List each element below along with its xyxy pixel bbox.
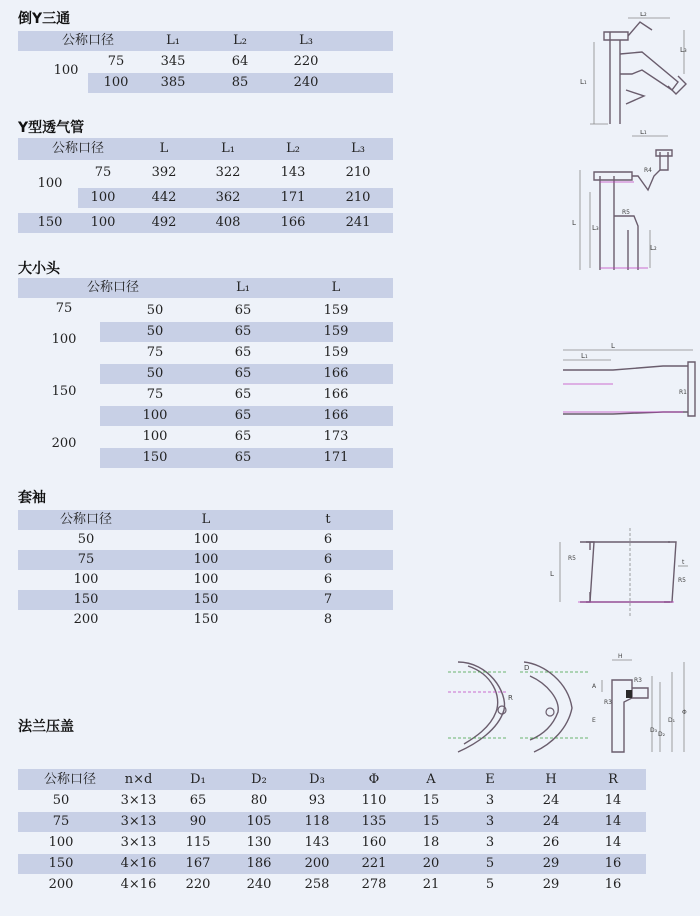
table-cell: 29 [542, 877, 560, 892]
table-cell: 166 [323, 408, 349, 423]
table-cell: 100 [193, 532, 219, 547]
dim-label: L [611, 342, 615, 350]
sleeve-section-title: 套袖 [18, 490, 46, 506]
flange-table [18, 769, 646, 895]
table-row [18, 812, 646, 832]
table-cell: 6 [323, 552, 333, 567]
table-cell: 16 [604, 877, 622, 892]
table-header-row [18, 278, 393, 298]
dim-label: R1 [679, 389, 687, 396]
table-row [18, 550, 393, 570]
table-row [78, 188, 393, 208]
header-cell: L [159, 141, 169, 156]
table-cell: 85 [231, 75, 249, 90]
table-row [100, 406, 393, 426]
table-cell: 150 [48, 856, 74, 871]
table-row [100, 385, 393, 405]
table-cell: 200 [304, 856, 330, 871]
header-cell: L₂ [286, 141, 300, 156]
table-cell: 442 [151, 190, 177, 205]
table-cell: 143 [280, 165, 306, 180]
table-cell: 385 [160, 75, 186, 90]
dim-label: R3 [604, 699, 612, 706]
table-cell: 75 [77, 552, 95, 567]
group-cell: 200 [51, 436, 77, 451]
header-cell: L₂ [233, 33, 247, 48]
table-cell: 167 [185, 856, 211, 871]
flange-section-title: 法兰压盖 [18, 719, 74, 735]
table-cell: 130 [246, 835, 272, 850]
vent-section-title: Y型透气管 [18, 120, 85, 136]
dim-label: R5 [568, 555, 576, 562]
group-cell: 75 [55, 301, 73, 316]
table-cell: 166 [323, 366, 349, 381]
table-cell: 408 [215, 215, 241, 230]
table-row [88, 52, 393, 72]
table-cell: 392 [151, 165, 177, 180]
group-cell: 100 [51, 332, 77, 347]
table-cell: 3×13 [120, 793, 157, 808]
table-cell: 200 [48, 877, 74, 892]
table-cell: 75 [52, 814, 70, 829]
table-cell: 65 [234, 303, 252, 318]
dim-label: L [572, 219, 576, 227]
table-row [100, 364, 393, 384]
table-cell: 150 [193, 592, 219, 607]
table-row [78, 163, 393, 183]
header-cell: A [426, 772, 436, 787]
table-cell: 80 [250, 793, 268, 808]
dim-label: t [682, 559, 685, 566]
tee-section-title: 倒Y三通 [18, 11, 71, 27]
table-cell: 64 [231, 54, 249, 69]
table-row [100, 301, 393, 321]
header-cell: R [608, 772, 618, 787]
table-cell: 166 [323, 387, 349, 402]
table-cell: 3 [485, 793, 495, 808]
dim-label: R5 [678, 577, 686, 584]
table-cell: 186 [246, 856, 272, 871]
table-row [100, 427, 393, 447]
header-cell: L₁ [166, 33, 180, 48]
table-cell: 100 [90, 190, 116, 205]
table-cell: 29 [542, 856, 560, 871]
table-cell: 65 [234, 345, 252, 360]
table-cell: 100 [142, 429, 168, 444]
header-cell: E [485, 772, 495, 787]
dim-label: D [524, 664, 530, 672]
table-cell: 65 [234, 366, 252, 381]
table-cell: 8 [323, 612, 333, 627]
table-cell: 75 [94, 165, 112, 180]
table-cell: 16 [604, 856, 622, 871]
table-cell: 241 [345, 215, 371, 230]
dim-label: R4 [644, 167, 652, 174]
table-row [18, 854, 646, 874]
table-cell: 14 [604, 793, 622, 808]
tee-drawing [580, 12, 695, 130]
dim-label: L₁ [581, 352, 588, 360]
dim-label: L₃ [592, 224, 599, 232]
table-row [100, 343, 393, 363]
header-cell: t [325, 512, 331, 527]
sleeve-drawing [550, 520, 700, 620]
table-cell: 166 [280, 215, 306, 230]
table-cell: 150 [142, 450, 168, 465]
header-cell: 公称口径 [86, 280, 139, 295]
table-cell: 100 [193, 552, 219, 567]
dim-label: L₃ [680, 46, 687, 54]
table-cell: 3×13 [120, 835, 157, 850]
table-cell: 24 [542, 814, 560, 829]
table-cell: 93 [308, 793, 326, 808]
table-row [18, 610, 393, 630]
table-cell: 65 [234, 450, 252, 465]
dim-label: L₂ [650, 244, 657, 252]
table-header-row [18, 769, 646, 790]
table-cell: 100 [142, 408, 168, 423]
table-cell: 171 [323, 450, 349, 465]
header-cell: Φ [368, 772, 380, 787]
header-cell: L₁ [236, 280, 250, 295]
dim-label: H [618, 653, 623, 660]
header-cell: L [331, 280, 341, 295]
table-cell: 150 [193, 612, 219, 627]
table-cell: 210 [345, 190, 371, 205]
table-cell: 220 [293, 54, 319, 69]
table-cell: 240 [293, 75, 319, 90]
table-row [18, 791, 646, 811]
header-cell: L₁ [221, 141, 235, 156]
table-cell: 240 [246, 877, 272, 892]
table-cell: 171 [280, 190, 306, 205]
table-cell: 90 [189, 814, 207, 829]
table-row [18, 213, 393, 233]
table-cell: 75 [146, 387, 164, 402]
dim-label: L [550, 570, 554, 578]
dim-label: Φ [682, 709, 687, 716]
table-cell: 6 [323, 572, 333, 587]
table-cell: 50 [52, 793, 70, 808]
table-row [100, 322, 393, 342]
dim-label: D₃ [650, 727, 658, 734]
table-cell: 100 [103, 75, 129, 90]
vent-table [18, 138, 393, 234]
table-cell: 492 [151, 215, 177, 230]
reducer-section-title: 大小头 [18, 261, 60, 277]
header-cell: D₂ [251, 772, 267, 787]
sleeve-table [18, 510, 393, 625]
table-cell: 26 [542, 835, 560, 850]
table-row [18, 530, 393, 550]
table-row [18, 833, 646, 853]
table-cell: 115 [185, 835, 211, 850]
header-cell: L [201, 512, 211, 527]
vent-drawing [572, 130, 700, 275]
header-cell: 公称口径 [51, 141, 104, 156]
dim-label: R5 [622, 209, 630, 216]
table-cell: 210 [345, 165, 371, 180]
table-row [100, 448, 393, 468]
dim-label: L₁ [640, 130, 647, 136]
table-cell: 100 [73, 572, 99, 587]
dim-label: R3 [634, 677, 642, 684]
table-cell: 345 [160, 54, 186, 69]
dim-label: L₁ [580, 78, 587, 86]
group-cell: 150 [37, 215, 63, 230]
header-cell: D₃ [309, 772, 325, 787]
table-cell: 3 [485, 835, 495, 850]
table-cell: 110 [361, 793, 387, 808]
table-cell: 159 [323, 324, 349, 339]
header-cell: H [545, 772, 557, 787]
dim-label: D₁ [668, 717, 676, 724]
group-cell: 100 [53, 63, 79, 78]
table-cell: 100 [193, 572, 219, 587]
table-cell: 75 [107, 54, 125, 69]
table-cell: 3×13 [120, 814, 157, 829]
header-cell: L₃ [351, 141, 365, 156]
group-cell: 150 [51, 384, 77, 399]
table-cell: 278 [361, 877, 387, 892]
table-cell: 65 [234, 429, 252, 444]
table-cell: 20 [422, 856, 440, 871]
flange-section-drawing [588, 652, 696, 760]
table-cell: 159 [323, 303, 349, 318]
table-cell: 322 [215, 165, 241, 180]
table-header-row [18, 138, 393, 160]
dim-label: R [508, 694, 513, 702]
dim-label: D₂ [658, 731, 666, 738]
header-cell: D₁ [190, 772, 206, 787]
table-row [18, 570, 393, 590]
table-cell: 50 [146, 303, 164, 318]
table-cell: 6 [323, 532, 333, 547]
table-cell: 15 [422, 814, 440, 829]
table-cell: 18 [422, 835, 440, 850]
table-cell: 21 [422, 877, 440, 892]
header-cell: 公称口径 [61, 33, 114, 48]
table-cell: 14 [604, 835, 622, 850]
table-cell: 362 [215, 190, 241, 205]
table-cell: 4×16 [120, 877, 157, 892]
table-row [88, 73, 393, 93]
table-cell: 150 [73, 592, 99, 607]
flange-front-drawing [448, 652, 588, 760]
table-header-row [18, 510, 393, 530]
table-cell: 15 [422, 793, 440, 808]
table-cell: 4×16 [120, 856, 157, 871]
tee-table [18, 31, 393, 93]
header-cell: 公称口径 [43, 772, 96, 787]
table-header-row [18, 31, 393, 51]
table-cell: 220 [185, 877, 211, 892]
table-cell: 50 [146, 366, 164, 381]
table-cell: 221 [361, 856, 387, 871]
table-row [18, 590, 393, 610]
header-cell: n×d [124, 772, 153, 787]
table-cell: 100 [48, 835, 74, 850]
table-cell: 65 [234, 324, 252, 339]
table-cell: 173 [323, 429, 349, 444]
table-cell: 5 [485, 856, 495, 871]
dim-label: A [592, 683, 597, 690]
table-cell: 258 [304, 877, 330, 892]
table-cell: 7 [323, 592, 333, 607]
table-cell: 159 [323, 345, 349, 360]
header-cell: L₃ [299, 33, 313, 48]
table-row [18, 875, 646, 895]
table-cell: 135 [361, 814, 387, 829]
table-cell: 65 [189, 793, 207, 808]
table-cell: 118 [304, 814, 330, 829]
table-cell: 24 [542, 793, 560, 808]
reducer-table [18, 278, 393, 468]
table-cell: 105 [246, 814, 272, 829]
reducer-drawing [553, 340, 700, 420]
table-cell: 200 [73, 612, 99, 627]
table-cell: 143 [304, 835, 330, 850]
table-cell: 75 [146, 345, 164, 360]
table-cell: 65 [234, 408, 252, 423]
table-cell: 50 [146, 324, 164, 339]
table-cell: 50 [77, 532, 95, 547]
table-cell: 5 [485, 877, 495, 892]
table-cell: 14 [604, 814, 622, 829]
header-cell: 公称口径 [59, 512, 112, 527]
table-cell: 65 [234, 387, 252, 402]
dim-label: E [592, 717, 596, 724]
table-cell: 3 [485, 814, 495, 829]
group-cell: 100 [37, 176, 63, 191]
dim-label: L₂ [640, 12, 647, 18]
table-cell: 100 [90, 215, 116, 230]
table-cell: 160 [361, 835, 387, 850]
